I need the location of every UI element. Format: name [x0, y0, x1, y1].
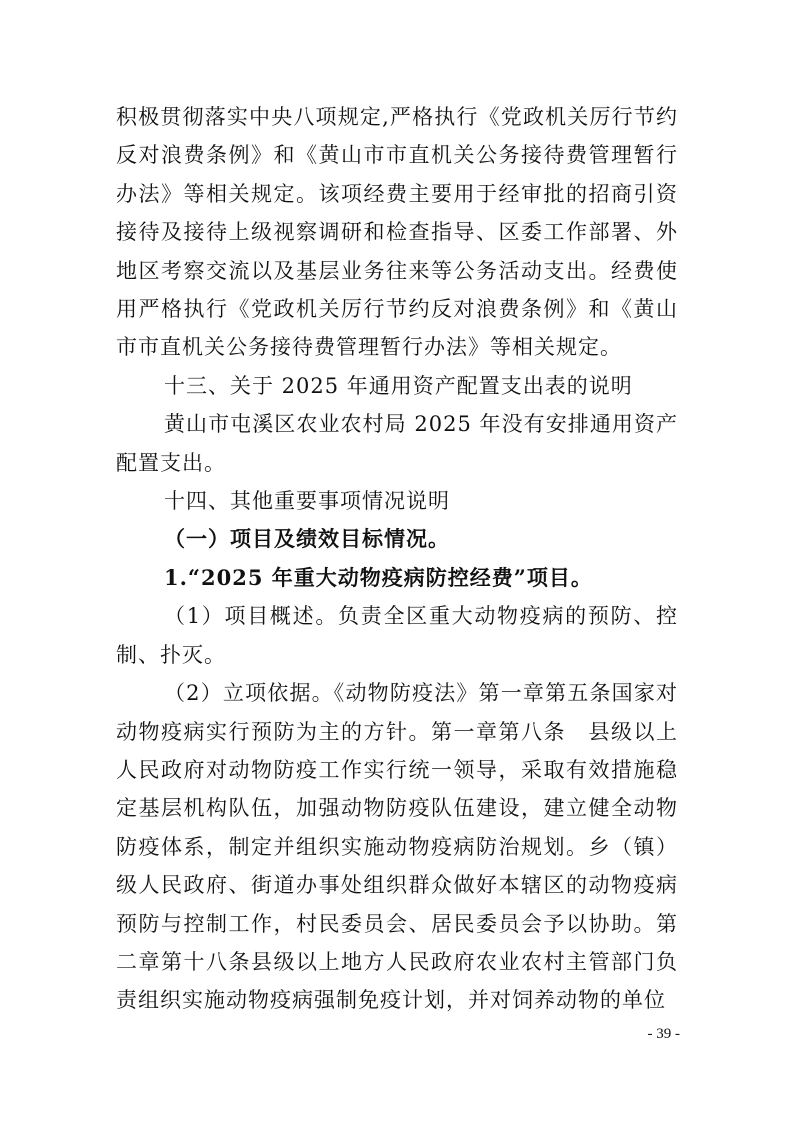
paragraph-continuation: 积极贯彻落实中央八项规定,严格执行《党政机关厉行节约反对浪费条例》和《黄山市市直机关公务接待费管理暂行办法》等相关规定。该项经费主要用于经审批的招商引资接待及接待上级视察调研和检查指导、区委工作部署、外地区考察交流以及基层业务往来等公务活动支出。经费使用严格执行《党政机关厉行节约反对浪费条例》和《黄山市市直机关公务接待费管理暂行办法》等相关规定。	[116, 105, 678, 360]
subsection-heading-project-goals: （一）项目及绩效目标情况。	[164, 526, 450, 552]
section-heading-14: 十四、其他重要事项情况说明	[164, 489, 450, 514]
page-number: - 39 -	[647, 1026, 680, 1042]
paragraph-project-basis: （2）立项依据。《动物防疫法》第一章第五条国家对动物疫病实行预防为主的方针。第一章第八条 县级以上人民政府对动物防疫工作实行统一领导，采取有效措施稳定基层机构队伍，加强动物防疫队伍建设，建立健全动物防疫体系，制定并组织实施动物疫病防治规划。乡（镇）级人民政府、街道办事处组织群众做好本辖区的动物疫病预防与控制工作，村民委员会、居民委员会予以协助。第二章第十八条县级以上地方人民政府农业农村主管部门负责组织实施动物疫病强制免疫计划，并对饲养动物的单位	[116, 681, 678, 1013]
document-body	[116, 98, 678, 1020]
paragraph-project-overview: （1）项目概述。负责全区重大动物疫病的预防、控制、扑灭。	[116, 604, 678, 667]
project-heading-animal-disease: 1.“2025 年重大动物疫病防控经费”项目。	[164, 564, 593, 590]
paragraph-asset-allocation: 黄山市屯溪区农业农村局 2025 年没有安排通用资产配置支出。	[116, 412, 678, 475]
section-heading-13: 十三、关于 2025 年通用资产配置支出表的说明	[164, 373, 633, 398]
